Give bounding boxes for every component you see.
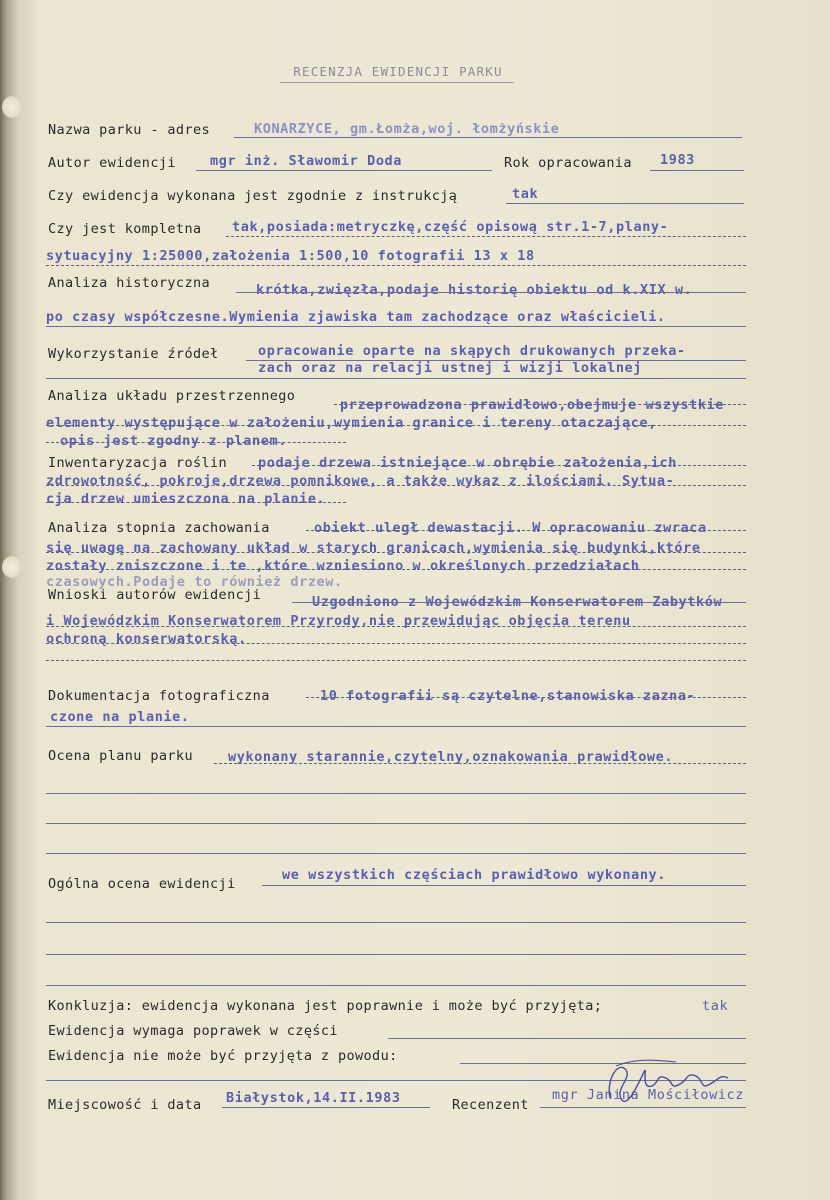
value-nazwa: KONARZYCE, gm.Łomża,woj. łomżyńskie xyxy=(254,121,560,137)
label-historyczna: Analiza historyczna xyxy=(48,275,211,291)
underline xyxy=(46,265,746,266)
poprawek-label: Ewidencja wymaga poprawek w części xyxy=(48,1023,338,1039)
value-zrodel-2: zach oraz na relacji ustnej i wizji lokalnej xyxy=(258,360,643,376)
value-kompletna-2: sytuacyjny 1:25000,założenia 1:500,10 fotografii 13 x 18 xyxy=(46,248,535,264)
value-wnioski-1: Uzgodniono z Wojewódzkim Konserwatorem Zabytków xyxy=(312,594,723,610)
value-historyczna-1: krótka,zwięzła,podaje historię obiektu od k.XIX w. xyxy=(256,282,693,298)
value-wnioski-3: ochroną konserwatorską. xyxy=(46,631,247,647)
label-wnioski: Wnioski autorów ewidencji xyxy=(48,587,262,603)
label-zrodel: Wykorzystanie źródeł xyxy=(48,346,219,362)
value-zachowania-4: czasowych.Podaje to również drzew. xyxy=(46,574,343,590)
underline xyxy=(46,502,346,503)
underline xyxy=(46,922,746,923)
underline xyxy=(196,170,492,171)
value-zachowania-3: zostały zniszczone i te ,które wzniesiono w określonych przedziałach xyxy=(46,558,640,574)
underline xyxy=(46,378,746,379)
recenzent-value: mgr Janina Mościłowicz xyxy=(552,1087,745,1103)
underline xyxy=(292,602,746,603)
label-uklad: Analiza układu przestrzennego xyxy=(48,388,296,404)
value-wnioski-2: i Wojewódzkim Konserwatorem Przyrody,nie przewidując objęcia terenu xyxy=(46,613,631,629)
underline xyxy=(46,326,746,327)
underline xyxy=(46,793,746,794)
miejsce-label: Miejscowość i data xyxy=(48,1097,202,1113)
label-rok: Rok opracowania xyxy=(504,155,632,171)
konkluzja-label: Konkluzja: ewidencja wykonana jest poprawnie i może być przyjęta; xyxy=(48,998,603,1014)
konkluzja-value: tak xyxy=(702,998,729,1014)
underline xyxy=(46,660,746,661)
recenzent-label: Recenzent xyxy=(452,1097,529,1113)
underline xyxy=(46,485,746,486)
value-fotograficzna-1: 10 fotografii są czytelne,stanowiska zazna- xyxy=(320,688,696,704)
miejsce-value: Białystok,14.II.1983 xyxy=(226,1090,401,1106)
label-zachowania: Analiza stopnia zachowania xyxy=(48,520,270,536)
underline xyxy=(306,697,746,698)
underline xyxy=(226,236,746,237)
label-nazwa: Nazwa parku - adres xyxy=(48,122,211,138)
label-ogolna: Ogólna ocena ewidencji xyxy=(48,876,236,892)
underline xyxy=(46,442,346,443)
underline xyxy=(46,853,746,854)
handwritten-signature xyxy=(596,1050,746,1120)
underline xyxy=(46,552,746,553)
underline xyxy=(214,763,746,764)
underline xyxy=(252,465,746,466)
underline xyxy=(46,985,746,986)
value-uklad-3: opis jest zgodny z planem. xyxy=(60,433,287,449)
value-zrodel-1: opracowanie oparte na skąpych drukowanych przeka- xyxy=(258,343,686,359)
underline xyxy=(236,292,746,293)
value-ogolna: we wszystkich częściach prawidłowo wykonany. xyxy=(282,867,667,883)
punch-hole xyxy=(2,556,22,578)
title-underline xyxy=(280,82,514,83)
value-historyczna-2: po czasy współczesne.Wymienia zjawiska tam zachodzące oraz właścicieli. xyxy=(46,309,666,325)
label-fotograficzna: Dokumentacja fotograficzna xyxy=(48,688,270,704)
value-fotograficzna-2: czone na planie. xyxy=(50,709,190,725)
value-autor: mgr inż. Sławomir Doda xyxy=(210,153,403,169)
value-rok: 1983 xyxy=(660,152,695,168)
underline xyxy=(46,954,746,955)
underline xyxy=(334,404,746,405)
label-autor: Autor ewidencji xyxy=(48,155,176,171)
underline xyxy=(306,530,746,531)
value-uklad-1: przeprowadzona prawidłowo,obejmuje wszystkie xyxy=(340,397,725,413)
value-kompletna-1: tak,posiada:metryczkę,część opisową str.1-7,plany- xyxy=(232,219,669,235)
underline xyxy=(506,203,744,204)
value-zgodnie: tak xyxy=(512,186,539,202)
underline xyxy=(262,885,746,886)
underline xyxy=(222,1107,430,1108)
underline xyxy=(46,726,746,727)
value-zachowania-2: się uwagę na zachowany układ w starych granicach,wymienia się budynki,które xyxy=(46,540,701,556)
underline xyxy=(46,425,746,426)
underline xyxy=(46,823,746,824)
value-zachowania-1: obiekt uległ dewastacji. W opracowaniu zwraca xyxy=(314,520,707,536)
underline xyxy=(46,643,746,644)
label-kompletna: Czy jest kompletna xyxy=(48,221,202,237)
value-uklad-2: elementy występujące w założeniu,wymienia granice i tereny otaczające, xyxy=(46,415,657,431)
nie-moze-label: Ewidencja nie może być przyjęta z powodu: xyxy=(48,1048,398,1064)
underline xyxy=(46,626,746,627)
document-title: RECENZJA EWIDENCJI PARKU xyxy=(293,64,503,79)
underline xyxy=(234,137,742,138)
value-roslin-2: zdrowotność, pokroje,drzewa pomnikowe, a także wykaz z ilościami. Sytua- xyxy=(46,473,675,489)
value-roslin-3: cja drzew umieszczona na planie. xyxy=(46,491,326,507)
underline xyxy=(46,569,746,570)
value-plan: wykonany starannie,czytelny,oznakowania prawidłowe. xyxy=(228,749,674,765)
label-plan: Ocena planu parku xyxy=(48,748,193,764)
underline xyxy=(650,170,744,171)
punch-hole xyxy=(2,96,22,118)
label-roslin: Inwentaryzacja roślin xyxy=(48,455,228,471)
label-zgodnie: Czy ewidencja wykonana jest zgodnie z instrukcją xyxy=(48,188,458,204)
underline xyxy=(388,1038,746,1039)
value-roslin-1: podaje drzewa istniejące w obrębie założenia,ich xyxy=(258,455,677,471)
